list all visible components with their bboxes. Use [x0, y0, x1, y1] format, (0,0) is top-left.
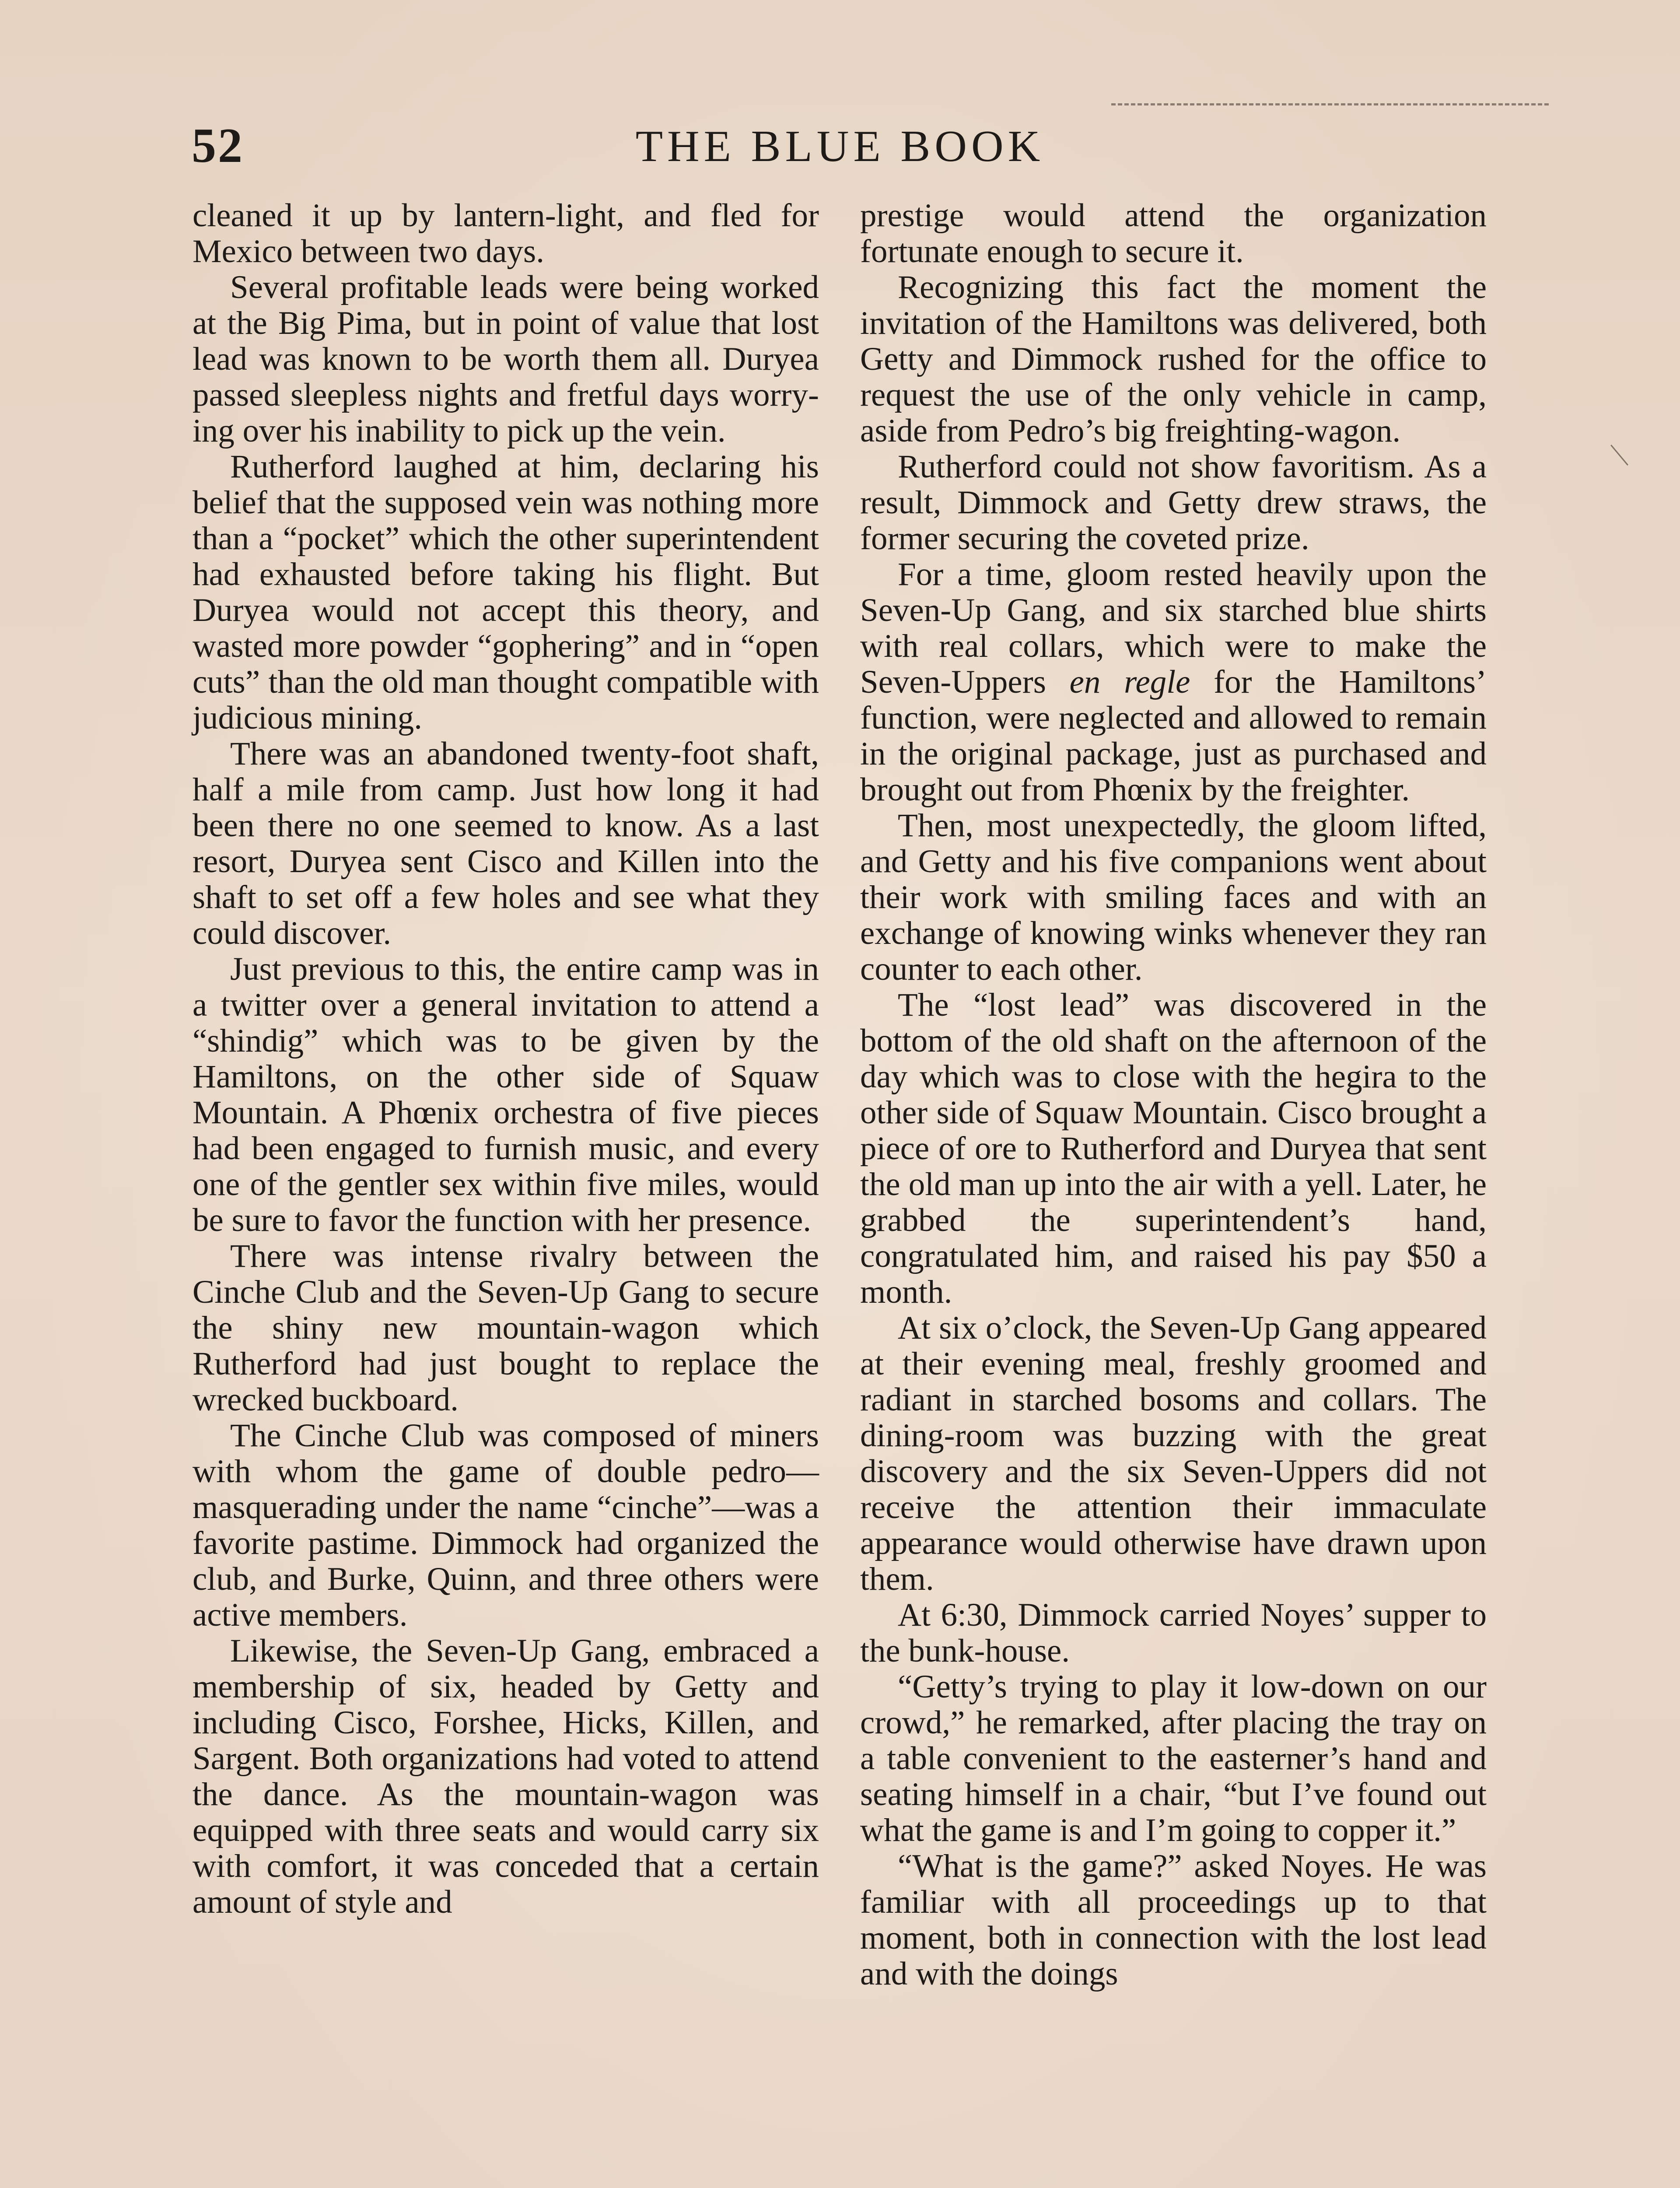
paragraph: prestige would attend the organization fortunate enough to secure it. — [860, 197, 1487, 270]
paragraph: At 6:30, Dimmock carried Noyes’ supper to the bunk-house. — [860, 1597, 1487, 1669]
paragraph: “Getty’s trying to play it low-down on our crowd,” he remarked, after placing the tray on a table convenient to the easterner’s hand and seating himself in a chair, “but I’ve found out what the game is and I’m going to copper it.” — [860, 1669, 1487, 1848]
paper-speck — [1610, 445, 1628, 466]
paragraph: Rutherford laughed at him, declaring his belief that the supposed vein was nothing more than a “pocket” which the other superintendent had exhausted before taking his flight. But Duryea would not accept this theory, and wasted more powder “gophering” and in “open cuts” than the old man thought compatible with judicious mining. — [192, 449, 819, 736]
paragraph-text: for the Hamiltons’ function, were neglected and allowed to remain in the original package, just as purchased and brought out from Phœnix by the freighter. — [860, 664, 1487, 808]
paragraph: There was intense rivalry between the Cinche Club and the Seven-Up Gang to secure the shiny new mountain-wagon which Rutherford had just bought to replace the wrecked buckboard. — [192, 1238, 819, 1418]
paragraph — [860, 557, 1487, 808]
paragraph: At six o’clock, the Seven-Up Gang appeared at their evening meal, freshly groomed and radiant in starched bosoms and collars. The dining-room was buzzing with the great discovery and the six Seven-Uppers did not receive the attention their immaculate appearance would otherwise have drawn upon them. — [860, 1310, 1487, 1597]
paragraph: Then, most unexpectedly, the gloom lifted, and Getty and his five companions went about their work with smiling faces and with an exchange of knowing winks whenever they ran counter to each other. — [860, 807, 1487, 987]
paragraph: Likewise, the Seven-Up Gang, embraced a membership of six, headed by Getty and including Cisco, Forshee, Hicks, Killen, and Sargent. Both organizations had voted to attend the dance. As the mountain-wagon was equipped with three seats and would carry six with comfort, it was conceded that a certain amount of style and — [192, 1633, 819, 1920]
paragraph: Several profitable leads were being worked at the Big Pima, but in point of value that lost lead was known to be worth them all. Duryea passed sleepless nights and fretful days worrying over his inability to pick up the vein. — [192, 269, 819, 449]
page-number: 52 — [192, 119, 244, 173]
paragraph: Just previous to this, the entire camp was in a twitter over a general invitation to attend a “shindig” which was to be given by the Hamiltons, on the other side of Squaw Mountain. A Phœnix orchestra of five pieces had been engaged to furnish music, and every one of the gentler sex within five miles, would be sure to favor the function with her presence. — [192, 951, 819, 1238]
left-column — [192, 198, 819, 1920]
paragraph: Rutherford could not show favoritism. As a result, Dimmock and Getty drew straws, the former securing the coveted prize. — [860, 449, 1487, 557]
right-column — [860, 198, 1487, 1992]
paragraph: Recognizing this fact the moment the invitation of the Hamiltons was delivered, both Getty and Dimmock rushed for the office to request the use of the only vehicle in camp, aside from Pedro’s big freighting-wagon. — [860, 269, 1487, 449]
paragraph: There was an abandoned twenty-foot shaft, half a mile from camp. Just how long it had been there no one seemed to know. As a last resort, Duryea sent Cisco and Killen into the shaft to set off a few holes and see what they could discover. — [192, 736, 819, 951]
top-rule — [1111, 103, 1549, 105]
running-title: THE BLUE BOOK — [635, 122, 1045, 171]
paragraph: cleaned it up by lantern-light, and fled for Mexico between two days. — [192, 197, 819, 270]
paragraph: The Cinche Club was composed of miners with whom the game of double pedro—masquerading under the name “cinche”—was a favorite pastime. Dimmock had organized the club, and Burke, Quinn, and three others were active members. — [192, 1417, 819, 1633]
paragraph: “What is the game?” asked Noyes. He was familiar with all proceedings up to that moment, both in connection with the lost lead and with the doings — [860, 1848, 1487, 1992]
paragraph-text: For a time, gloom rested heavily upon the Seven-Up Gang, and six starched blue shirts with real collars, which were to make the Seven-Uppers — [860, 556, 1487, 700]
paragraph: The “lost lead” was discovered in the bottom of the old shaft on the afternoon of the day which was to close with the hegira to the other side of Squaw Mountain. Cisco brought a piece of ore to Rutherford and Duryea that sent the old man up into the air with a yell. Later, he grabbed the superintendent’s hand, congratulated him, and raised his pay $50 a month. — [860, 987, 1487, 1310]
italic-phrase: en regle — [1069, 664, 1190, 700]
